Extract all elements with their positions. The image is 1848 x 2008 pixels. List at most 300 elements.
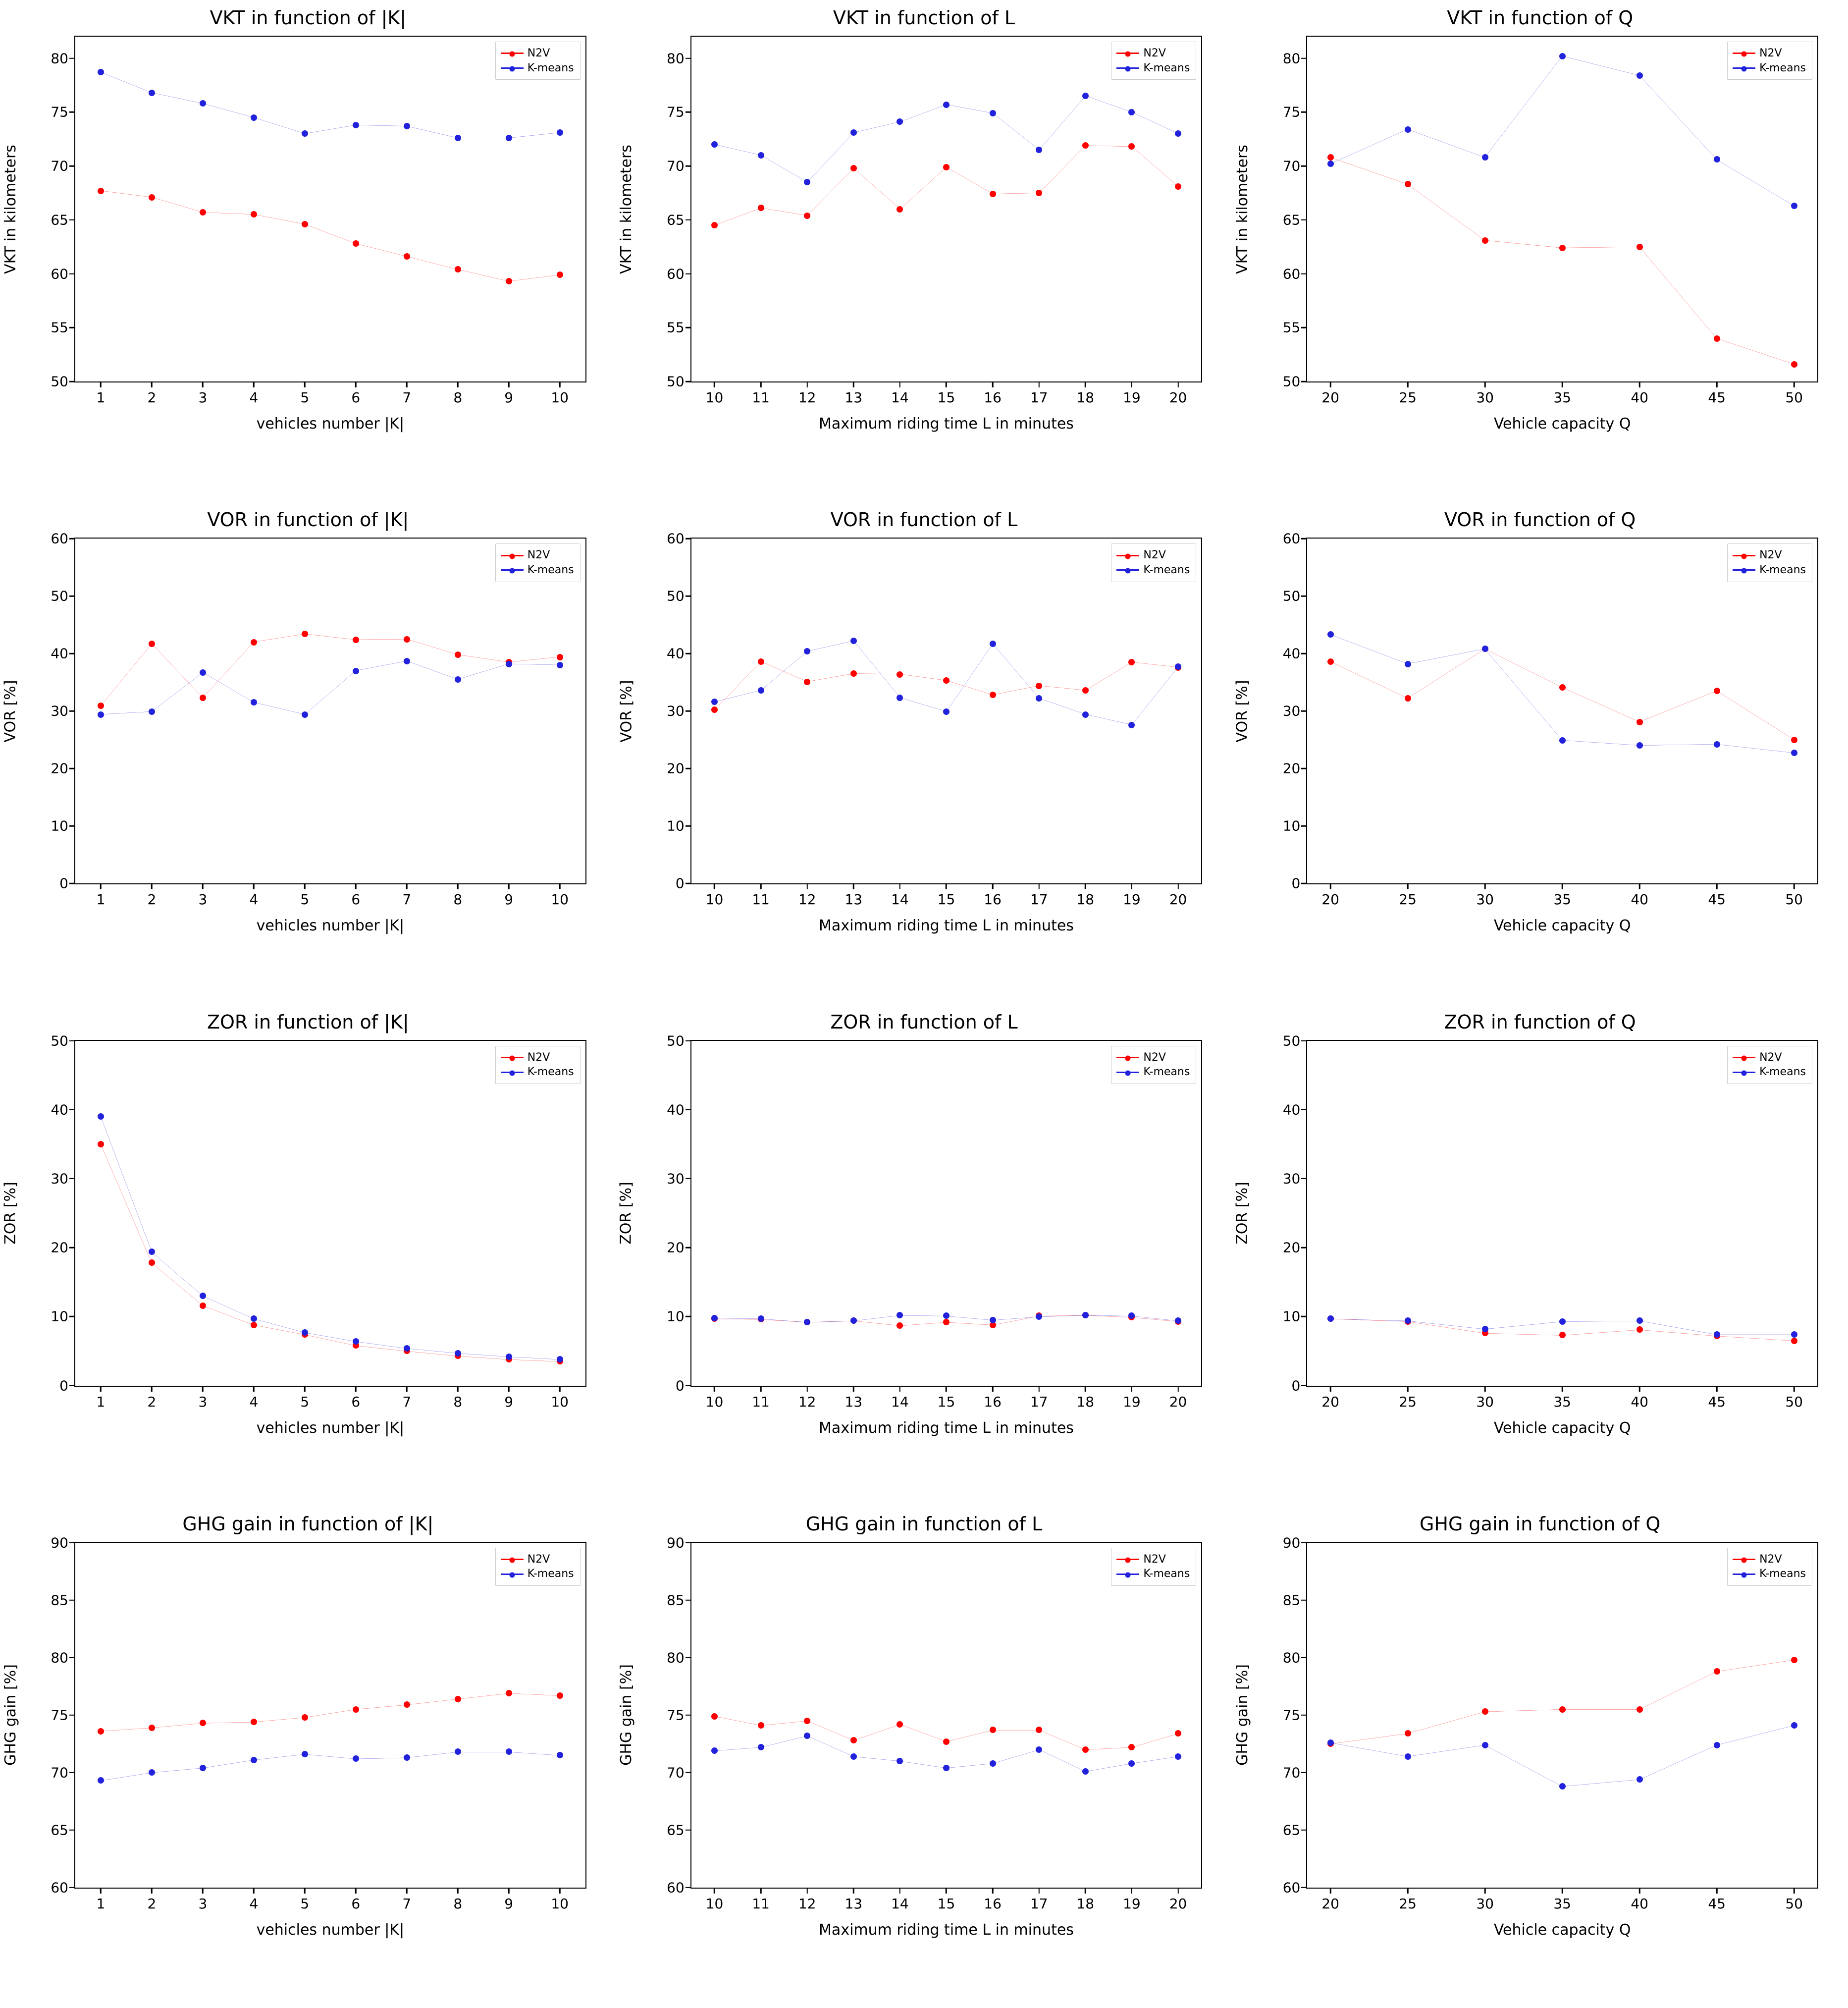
y-tick-label: 40 — [1282, 645, 1301, 662]
legend-swatch-kmeans — [501, 67, 524, 69]
y-tick-mark — [1301, 1040, 1307, 1041]
y-tick-mark — [1301, 165, 1307, 167]
y-axis-label-text: ZOR [%] — [1, 1182, 19, 1245]
data-point — [353, 122, 359, 128]
legend-swatch-kmeans — [501, 1574, 524, 1575]
y-tick-label: 70 — [667, 1764, 685, 1781]
plot-area — [51, 1534, 586, 1912]
y-tick-label: 75 — [51, 1707, 68, 1724]
data-point — [404, 1754, 410, 1761]
y-axis-label-text: VOR [%] — [1, 680, 19, 743]
y-tick-mark — [69, 653, 75, 654]
y-tick-label: 65 — [51, 212, 68, 228]
x-tick-mark — [559, 1888, 561, 1894]
legend-item-kmeans — [501, 563, 574, 578]
x-tick-label: 13 — [845, 1393, 863, 1410]
x-tick-label: 20 — [1169, 891, 1187, 908]
y-axis-label-text: ZOR [%] — [1233, 1182, 1251, 1245]
x-tick-mark — [355, 1888, 357, 1894]
data-point — [1082, 711, 1089, 718]
y-axis-label — [1231, 36, 1254, 382]
x-tick-mark — [806, 381, 808, 387]
x-axis-label: vehicles number |K| — [256, 1921, 405, 1939]
data-point — [455, 266, 461, 272]
x-tick-mark — [1131, 883, 1133, 889]
data-point — [850, 165, 857, 171]
x-axis-label: Maximum riding time L in minutes — [819, 917, 1074, 935]
x-tick-label: 45 — [1708, 1895, 1726, 1912]
data-point — [302, 1751, 308, 1757]
x-tick-label: 1 — [96, 389, 106, 406]
y-tick-mark — [1301, 1385, 1307, 1386]
x-tick-mark — [406, 883, 408, 889]
x-tick-mark — [1484, 1386, 1486, 1392]
data-point — [251, 1719, 257, 1725]
data-point — [1327, 1739, 1334, 1746]
data-point — [506, 661, 512, 667]
x-tick-label: 15 — [937, 1895, 955, 1912]
x-tick-mark — [1131, 1888, 1133, 1894]
x-tick-label: 4 — [249, 389, 259, 406]
x-tick-label: 45 — [1708, 891, 1726, 908]
legend-swatch-n2v — [1733, 1559, 1755, 1560]
x-tick-mark — [1716, 883, 1718, 889]
x-axis-label: Vehicle capacity Q — [1493, 1921, 1631, 1939]
y-tick-label: 40 — [667, 1101, 685, 1118]
data-point — [557, 129, 563, 136]
x-tick-label: 19 — [1123, 389, 1141, 406]
data-point — [850, 1753, 857, 1760]
legend-label-kmeans: K-means — [1143, 1066, 1190, 1079]
x-tick-label: 8 — [453, 1895, 463, 1912]
x-tick-label: 20 — [1169, 1393, 1187, 1410]
data-point — [990, 110, 996, 116]
y-axis-label — [615, 1542, 638, 1889]
plot-inner — [51, 530, 585, 908]
x-tick-mark — [760, 381, 762, 387]
y-tick-mark — [686, 57, 691, 59]
x-tick-label: 12 — [798, 389, 816, 406]
legend-item-kmeans — [1733, 563, 1806, 578]
data-point — [1791, 1331, 1797, 1338]
x-tick-mark — [1562, 381, 1563, 387]
data-point — [149, 90, 155, 96]
y-axis-label — [615, 538, 638, 884]
x-tick-mark — [1131, 381, 1133, 387]
data-point — [404, 253, 410, 260]
x-tick-mark — [100, 883, 102, 889]
y-tick-label: 60 — [1282, 1879, 1301, 1896]
x-tick-label: 15 — [937, 1393, 955, 1410]
x-tick-label: 50 — [1785, 1895, 1803, 1912]
x-tick-label: 8 — [453, 1393, 463, 1410]
y-tick-mark — [1301, 710, 1307, 712]
x-tick-label: 19 — [1123, 1393, 1141, 1410]
data-point — [200, 209, 206, 216]
x-tick-label: 14 — [891, 389, 909, 406]
x-tick-mark — [559, 1386, 561, 1392]
legend-label-kmeans: K-means — [1143, 61, 1190, 74]
legend-label-n2v: N2V — [1759, 549, 1782, 562]
y-tick-mark — [1301, 825, 1307, 827]
x-tick-label: 3 — [198, 1895, 208, 1912]
data-point — [1714, 1668, 1720, 1675]
x-tick-mark — [1085, 1888, 1086, 1894]
data-point — [1482, 154, 1488, 161]
data-point — [98, 1113, 104, 1120]
x-tick-label: 6 — [351, 389, 361, 406]
data-point — [943, 708, 950, 715]
data-point — [98, 188, 104, 194]
series-canvas — [75, 1041, 585, 1386]
data-point — [1128, 722, 1135, 728]
y-tick-mark — [69, 825, 75, 827]
data-point — [1791, 361, 1797, 368]
data-point — [353, 1338, 359, 1345]
legend-swatch-n2v — [1733, 1057, 1755, 1058]
x-tick-label: 7 — [402, 1895, 412, 1912]
x-tick-label: 16 — [984, 389, 1002, 406]
data-point — [149, 1248, 155, 1255]
data-point — [149, 641, 155, 647]
x-tick-label: 3 — [198, 891, 208, 908]
data-point — [1036, 147, 1042, 153]
y-tick-mark — [69, 381, 75, 382]
y-axis-label — [1231, 1542, 1254, 1889]
x-tick-mark — [1177, 1386, 1179, 1392]
data-point — [200, 669, 206, 676]
x-tick-label: 11 — [752, 1393, 770, 1410]
chart-title: GHG gain in function of Q — [1419, 1513, 1661, 1535]
x-tick-label: 25 — [1399, 891, 1417, 908]
x-tick-mark — [946, 1888, 947, 1894]
data-point — [758, 658, 764, 665]
x-tick-label: 30 — [1476, 891, 1494, 908]
y-tick-label: 50 — [667, 1032, 685, 1049]
series-line-n2v — [1330, 649, 1794, 740]
x-tick-label: 17 — [1030, 1393, 1048, 1410]
y-axis-label — [615, 1040, 638, 1387]
chart-legend — [1727, 1548, 1812, 1586]
data-point — [1559, 245, 1566, 251]
legend-label-kmeans: K-means — [1143, 1568, 1190, 1580]
x-tick-label: 35 — [1553, 1895, 1571, 1912]
x-tick-label: 17 — [1030, 891, 1048, 908]
x-tick-mark — [760, 1386, 762, 1392]
y-tick-mark — [686, 1385, 691, 1386]
chart-panel-ghg-q — [1232, 1506, 1848, 2008]
y-tick-label: 50 — [1282, 588, 1301, 604]
y-tick-mark — [1301, 273, 1307, 274]
y-tick-mark — [69, 111, 75, 113]
data-point — [404, 1345, 410, 1352]
legend-swatch-kmeans — [501, 569, 524, 571]
data-point — [200, 695, 206, 701]
y-tick-mark — [686, 165, 691, 167]
chart-title: ZOR in function of L — [830, 1011, 1018, 1033]
x-tick-mark — [992, 1386, 994, 1392]
x-tick-label: 5 — [300, 891, 310, 908]
data-point — [302, 1714, 308, 1721]
legend-label-n2v: N2V — [1759, 47, 1782, 59]
x-tick-mark — [946, 883, 947, 889]
legend-item-n2v — [501, 1552, 574, 1567]
data-point — [1637, 1317, 1643, 1324]
x-tick-label: 16 — [984, 1393, 1002, 1410]
y-tick-mark — [69, 1109, 75, 1110]
y-axis-label-text: GHG gain [%] — [1233, 1664, 1251, 1766]
y-tick-mark — [69, 1247, 75, 1248]
x-tick-label: 2 — [147, 1895, 157, 1912]
x-tick-label: 45 — [1708, 1393, 1726, 1410]
y-tick-mark — [1301, 596, 1307, 597]
y-tick-mark — [69, 596, 75, 597]
y-tick-label: 30 — [51, 703, 68, 719]
y-tick-label: 20 — [51, 760, 68, 777]
data-point — [98, 711, 104, 718]
y-tick-label: 60 — [667, 266, 685, 282]
x-axis-label: Vehicle capacity Q — [1493, 415, 1631, 433]
y-tick-mark — [686, 538, 691, 540]
y-tick-mark — [686, 825, 691, 827]
x-tick-mark — [1484, 381, 1486, 387]
x-tick-label: 5 — [300, 1895, 310, 1912]
x-tick-mark — [1085, 381, 1086, 387]
legend-label-kmeans: K-means — [1759, 563, 1806, 576]
y-tick-label: 65 — [667, 212, 685, 228]
y-tick-label: 85 — [1282, 1592, 1301, 1609]
x-tick-label: 1 — [96, 891, 106, 908]
chart-legend — [1727, 42, 1812, 80]
x-tick-label: 12 — [798, 1895, 816, 1912]
x-tick-label: 40 — [1631, 1393, 1648, 1410]
x-tick-label: 13 — [845, 1895, 863, 1912]
x-tick-mark — [1639, 381, 1640, 387]
legend-label-kmeans: K-means — [1759, 1066, 1806, 1079]
legend-label-n2v: N2V — [1759, 1051, 1782, 1064]
x-tick-mark — [304, 1386, 306, 1392]
y-tick-mark — [69, 165, 75, 167]
y-axis-label — [0, 1040, 22, 1387]
data-point — [943, 1765, 950, 1771]
plot-area — [51, 1032, 586, 1410]
y-tick-mark — [1301, 1772, 1307, 1774]
data-point — [98, 1141, 104, 1147]
y-tick-label: 60 — [1282, 266, 1301, 282]
y-tick-mark — [686, 273, 691, 274]
y-tick-label: 20 — [667, 1239, 685, 1256]
data-point — [990, 191, 996, 197]
x-tick-mark — [1131, 1386, 1133, 1392]
data-point — [1637, 742, 1643, 749]
data-point — [1559, 737, 1566, 744]
data-point — [1327, 1315, 1334, 1322]
data-point — [557, 271, 563, 278]
y-tick-mark — [686, 883, 691, 884]
x-tick-label: 9 — [504, 1393, 514, 1410]
y-tick-mark — [686, 1040, 691, 1041]
legend-label-n2v: N2V — [1143, 1051, 1166, 1064]
data-point — [990, 1727, 996, 1733]
x-tick-label: 1 — [96, 1393, 106, 1410]
y-tick-mark — [1301, 1542, 1307, 1544]
legend-label-n2v: N2V — [527, 47, 550, 59]
chart-legend — [1727, 1046, 1812, 1084]
series-line-n2v — [1330, 1660, 1794, 1743]
chart-title: VKT in function of |K| — [210, 7, 407, 29]
x-tick-mark — [508, 883, 510, 889]
x-tick-mark — [253, 1386, 255, 1392]
y-tick-mark — [1301, 1657, 1307, 1659]
y-tick-label: 70 — [51, 1764, 68, 1781]
y-tick-mark — [69, 1772, 75, 1774]
y-tick-mark — [69, 710, 75, 712]
plot-area — [1282, 36, 1818, 406]
x-tick-label: 45 — [1708, 389, 1726, 406]
y-tick-label: 30 — [667, 703, 685, 719]
legend-swatch-n2v — [1733, 555, 1755, 556]
y-tick-mark — [1301, 327, 1307, 328]
data-point — [758, 687, 764, 694]
data-point — [1405, 1317, 1411, 1324]
x-tick-label: 4 — [249, 891, 259, 908]
legend-item-kmeans — [1116, 1065, 1190, 1080]
data-point — [455, 651, 461, 658]
x-tick-mark — [304, 883, 306, 889]
legend-label-n2v: N2V — [527, 549, 550, 562]
y-tick-mark — [686, 768, 691, 769]
y-tick-label: 75 — [51, 104, 68, 120]
data-point — [1175, 183, 1181, 190]
y-tick-mark — [69, 1040, 75, 1041]
legend-item-n2v — [501, 548, 574, 563]
y-tick-mark — [686, 1830, 691, 1831]
x-axis-label: Maximum riding time L in minutes — [819, 1921, 1074, 1939]
y-tick-mark — [686, 1772, 691, 1774]
x-tick-mark — [202, 381, 204, 387]
legend-item-n2v — [1116, 548, 1190, 563]
chart-title: ZOR in function of |K| — [207, 1011, 409, 1033]
series-line-n2v — [714, 661, 1178, 709]
chart-panel-zor-l — [616, 1004, 1232, 1506]
y-tick-mark — [686, 1316, 691, 1317]
y-tick-mark — [69, 1715, 75, 1716]
data-point — [1482, 237, 1488, 244]
x-tick-label: 17 — [1030, 389, 1048, 406]
legend-item-n2v — [1116, 1552, 1190, 1567]
data-point — [251, 1757, 257, 1763]
chart-title: VOR in function of L — [830, 509, 1018, 531]
x-tick-label: 6 — [351, 1895, 361, 1912]
legend-label-kmeans: K-means — [1759, 1568, 1806, 1580]
y-tick-label: 55 — [667, 319, 685, 336]
x-tick-mark — [1484, 1888, 1486, 1894]
chart-title: ZOR in function of Q — [1444, 1011, 1636, 1033]
y-tick-mark — [686, 653, 691, 654]
x-tick-mark — [1562, 1386, 1563, 1392]
data-point — [804, 679, 810, 685]
legend-item-kmeans — [1733, 61, 1806, 76]
plot-area — [667, 530, 1203, 908]
series-canvas — [1307, 1543, 1817, 1888]
y-axis-label-text: VKT in kilometers — [1, 144, 19, 274]
data-point — [557, 1692, 563, 1699]
data-point — [1036, 1746, 1042, 1753]
y-tick-label: 85 — [667, 1592, 685, 1609]
data-point — [251, 1315, 257, 1322]
y-tick-label: 10 — [51, 1308, 68, 1325]
x-tick-label: 8 — [453, 891, 463, 908]
chart-title: VOR in function of |K| — [207, 509, 409, 531]
y-tick-label: 50 — [51, 588, 68, 604]
data-point — [1405, 126, 1411, 133]
x-tick-mark — [508, 1888, 510, 1894]
data-point — [200, 1765, 206, 1771]
data-point — [1482, 1742, 1488, 1748]
legend-swatch-kmeans — [1733, 1072, 1755, 1073]
data-point — [1714, 741, 1720, 748]
data-point — [1637, 1326, 1643, 1333]
x-tick-label: 20 — [1321, 1393, 1339, 1410]
y-tick-label: 30 — [1282, 1170, 1301, 1187]
x-tick-label: 4 — [249, 1393, 259, 1410]
data-point — [1559, 1318, 1566, 1325]
x-tick-mark — [1177, 1888, 1179, 1894]
x-tick-label: 11 — [752, 389, 770, 406]
x-tick-label: 40 — [1631, 891, 1648, 908]
y-tick-mark — [686, 1542, 691, 1544]
y-tick-label: 10 — [667, 817, 685, 834]
data-point — [897, 206, 903, 213]
y-tick-label: 60 — [667, 1879, 685, 1896]
y-tick-label: 55 — [1282, 319, 1301, 336]
x-tick-label: 25 — [1399, 1895, 1417, 1912]
data-point — [804, 1718, 810, 1724]
series-canvas — [691, 1543, 1202, 1888]
x-tick-mark — [714, 883, 715, 889]
x-tick-mark — [406, 1888, 408, 1894]
plot-inner — [667, 1534, 1202, 1912]
x-tick-label: 40 — [1631, 1895, 1648, 1912]
x-tick-mark — [899, 1386, 901, 1392]
x-tick-label: 35 — [1553, 891, 1571, 908]
x-tick-mark — [1177, 381, 1179, 387]
data-point — [711, 222, 718, 228]
x-tick-mark — [1407, 1888, 1409, 1894]
data-point — [1482, 1708, 1488, 1715]
y-tick-label: 0 — [675, 875, 685, 892]
legend-swatch-kmeans — [1116, 67, 1139, 69]
x-tick-mark — [100, 381, 102, 387]
y-tick-mark — [686, 1247, 691, 1248]
x-tick-label: 50 — [1785, 891, 1803, 908]
x-tick-mark — [714, 1888, 715, 1894]
data-point — [557, 662, 563, 668]
data-point — [506, 278, 512, 284]
legend-swatch-kmeans — [1733, 1574, 1755, 1575]
y-tick-mark — [686, 381, 691, 382]
legend-swatch-n2v — [1116, 1559, 1139, 1560]
data-point — [506, 135, 512, 141]
y-tick-mark — [1301, 1178, 1307, 1180]
x-tick-mark — [1038, 381, 1040, 387]
y-tick-mark — [1301, 538, 1307, 540]
x-tick-label: 25 — [1399, 389, 1417, 406]
x-tick-label: 13 — [845, 389, 863, 406]
series-line-n2v — [101, 1144, 560, 1361]
y-tick-mark — [69, 1316, 75, 1317]
x-tick-mark — [1085, 1386, 1086, 1392]
